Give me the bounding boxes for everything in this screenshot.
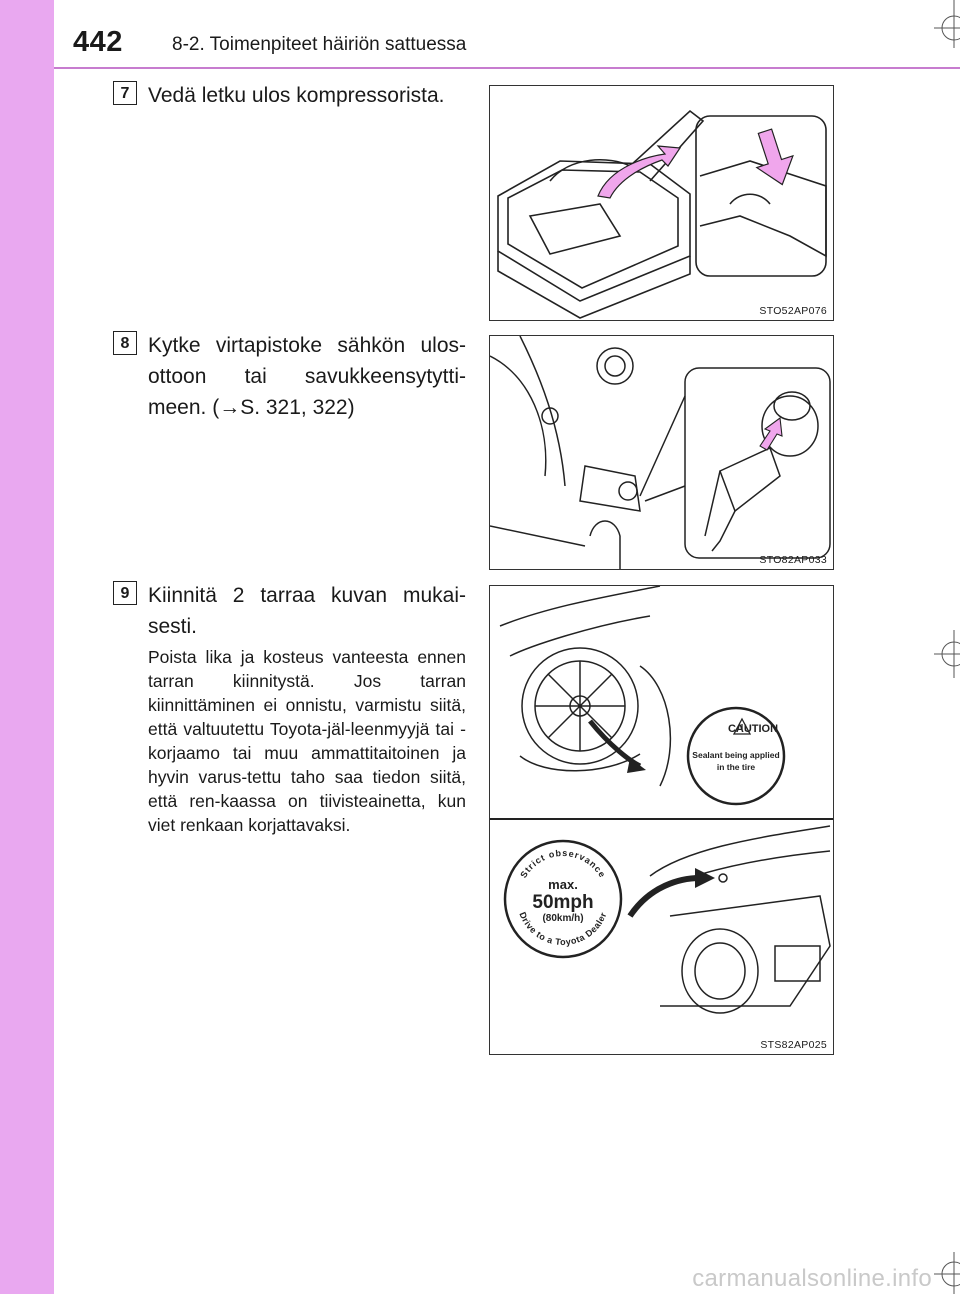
- step-9-line-2: sesti.: [148, 615, 198, 638]
- power-outlet-illustration: [490, 336, 833, 569]
- step-7-line-1: Vedä letku ulos kompressorista.: [148, 84, 445, 107]
- step-7-figure-code: STO52AP076: [759, 305, 827, 317]
- caution-sticker-line-2: in the tire: [716, 762, 756, 772]
- step-9-line-1: Kiinnitä 2 tarraa kuvan mukai-: [148, 584, 466, 607]
- step-8-line-3: meen. (→S. 321, 322): [148, 396, 355, 419]
- speed-sticker-arc-top: Strict observance: [518, 847, 608, 880]
- caution-sticker-title: CAUTION: [727, 723, 779, 735]
- step-7-text: [148, 80, 466, 111]
- step-7-figure: [489, 85, 834, 321]
- step-8-figure-code: STO82AP033: [759, 554, 827, 566]
- side-tab-bar: [0, 0, 54, 1294]
- header-divider: [54, 67, 960, 69]
- step-9-figure-code: STS82AP025: [760, 1039, 827, 1051]
- step-9-figure: [489, 585, 834, 1055]
- compressor-illustration: [490, 86, 833, 320]
- step-9-note: Poista lika ja kosteus vanteesta ennen tarran kiinnitystä. Jos tarran kiinnittäminen ei onnistu, varmistu siitä, että valtuutettu Toyota-jäl-leenmyyjä tai -korjaamo tai muu ammattitaitoinen ja hyvin varus-tettu taho saa tiedon siitä, että ren-kaassa on tiivisteainetta, kun viet renkaan korjattavaksi.: [148, 647, 466, 835]
- crop-mark-middle-right: [920, 630, 960, 680]
- section-title: 8-2. Toimenpiteet häiriön sattuessa: [172, 34, 467, 55]
- speed-sticker-arc-bottom: Drive to a Toyota Dealer: [517, 910, 609, 948]
- step-7-number: 7: [113, 81, 137, 105]
- step-9-number: 9: [113, 581, 137, 605]
- speed-sticker-speed: 50mph: [532, 892, 594, 913]
- caution-sticker-line-1: Sealant being applied: [692, 750, 780, 760]
- watermark: carmanualsonline.info: [692, 1265, 932, 1292]
- speed-sticker-max: max.: [548, 877, 578, 892]
- step-8-number: 8: [113, 331, 137, 355]
- crop-mark-top-right: [920, 0, 960, 50]
- page-number: 442: [73, 26, 123, 58]
- step-8-figure: [489, 335, 834, 570]
- sticker-placement-illustration: [490, 586, 833, 1054]
- step-8-line-2: ottoon tai savukkeensytytti-: [148, 365, 466, 388]
- step-8-text: [148, 330, 466, 423]
- step-8-line-1: Kytke virtapistoke sähkön ulos-: [148, 334, 466, 357]
- step-9-text: [148, 580, 466, 642]
- svg-text:Strict observance: [518, 848, 608, 880]
- speed-sticker-speed-km: (80km/h): [542, 913, 584, 924]
